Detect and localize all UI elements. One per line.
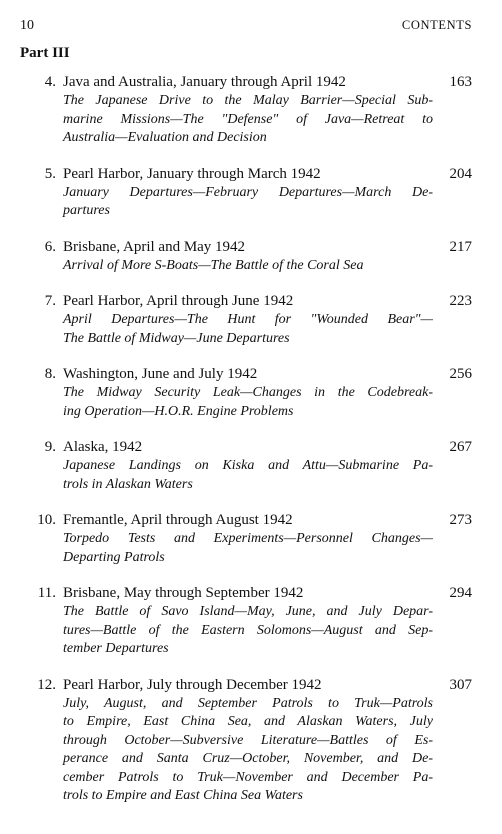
chapter-number: 5. [44, 165, 56, 182]
chapter-description [63, 695, 433, 806]
contents-entry [0, 511, 502, 567]
description-line: Arrival of More S-Boats—The Battle of the Coral Sea [63, 257, 364, 273]
contents-list [0, 73, 502, 823]
running-head [20, 18, 472, 38]
part-heading: Part III [20, 45, 70, 61]
page-number: 10 [20, 18, 34, 33]
description-line: trols in Alaskan Waters [63, 476, 193, 492]
chapter-title: Fremantle, April through August 1942 [63, 512, 293, 528]
chapter-description [63, 530, 433, 567]
description-line: The Battle of Savo Island—May, June, and July Depar- [63, 604, 433, 619]
chapter-number: 10. [37, 512, 56, 528]
description-line: Japanese Landings on Kiska and Attu—Submarine Pa- [63, 458, 433, 473]
chapter-number: 12. [37, 676, 56, 693]
chapter-page-number: 163 [449, 74, 472, 90]
description-line: tember Departures [63, 641, 169, 656]
chapter-title: Alaska, 1942 [63, 439, 143, 455]
description-line: Departing Patrols [63, 549, 165, 565]
description-line: Torpedo Tests and Experiments—Personnel Changes— [63, 531, 433, 546]
description-line: July, August, and September Patrols to Truk—Patrols [63, 695, 433, 711]
chapter-page-number: 294 [449, 585, 472, 601]
contents-entry [0, 438, 502, 494]
description-line: perance and Santa Cruz—October, November, and De- [63, 751, 433, 766]
description-line: January Departures—February Departures—March De- [63, 184, 433, 200]
contents-entry [0, 292, 502, 348]
chapter-title: Java and Australia, January through April 1942 [63, 74, 346, 90]
chapter-page-number: 267 [449, 439, 472, 455]
chapter-number: 8. [44, 366, 56, 382]
contents-entry [0, 365, 502, 421]
chapter-page-number: 307 [449, 676, 472, 693]
description-line: The Japanese Drive to the Malay Barrier—Special Sub- [63, 93, 433, 108]
description-line: April Departures—The Hunt for "Wounded Bear"— [63, 312, 433, 327]
chapter-description [63, 603, 433, 659]
chapter-title: Pearl Harbor, January through March 1942 [63, 165, 321, 182]
chapter-number: 11. [37, 585, 56, 601]
chapter-page-number: 223 [449, 293, 472, 309]
chapter-description [63, 384, 433, 421]
description-line: The Midway Security Leak—Changes in the Codebreak- [63, 385, 433, 400]
chapter-title: Pearl Harbor, July through December 1942 [63, 676, 322, 693]
description-line: partures [63, 203, 110, 218]
description-line: Australia—Evaluation and Decision [63, 130, 267, 145]
chapter-number: 4. [44, 74, 56, 90]
chapter-page-number: 273 [449, 512, 472, 528]
running-title: CONTENTS [401, 18, 472, 32]
chapter-page-number: 217 [449, 238, 472, 255]
description-line: to Empire, East China Sea, and Alaskan Waters, July [63, 714, 433, 729]
chapter-page-number: 256 [449, 366, 472, 382]
description-line: trols to Empire and East China Sea Waters [63, 788, 303, 803]
contents-entry [0, 73, 502, 148]
chapter-title: Brisbane, May through September 1942 [63, 585, 304, 601]
chapter-page-number: 204 [449, 165, 472, 182]
contents-entry [0, 238, 502, 276]
chapter-description [63, 184, 433, 221]
description-line: The Battle of Midway—June Departures [63, 330, 290, 346]
chapter-title: Washington, June and July 1942 [63, 366, 258, 382]
description-line: cember Patrols to Truk—November and December Pa- [63, 769, 433, 785]
chapter-title: Brisbane, April and May 1942 [63, 238, 246, 255]
chapter-description [63, 457, 433, 494]
chapter-number: 9. [44, 439, 56, 455]
contents-entry [0, 584, 502, 659]
chapter-number: 7. [44, 293, 56, 309]
chapter-description [63, 92, 433, 148]
contents-entry [0, 165, 502, 221]
description-line: tures—Battle of the Eastern Solomons—August and Sep- [63, 622, 433, 638]
chapter-description [63, 257, 433, 276]
description-line: through October—Subversive Literature—Battles of Es- [63, 732, 433, 748]
chapter-title: Pearl Harbor, April through June 1942 [63, 293, 294, 309]
chapter-number: 6. [44, 238, 56, 255]
description-line: marine Missions—The "Defense" of Java—Retreat to [63, 111, 433, 127]
contents-entry [0, 676, 502, 806]
chapter-description [63, 311, 433, 348]
description-line: ing Operation—H.O.R. Engine Problems [63, 403, 294, 419]
